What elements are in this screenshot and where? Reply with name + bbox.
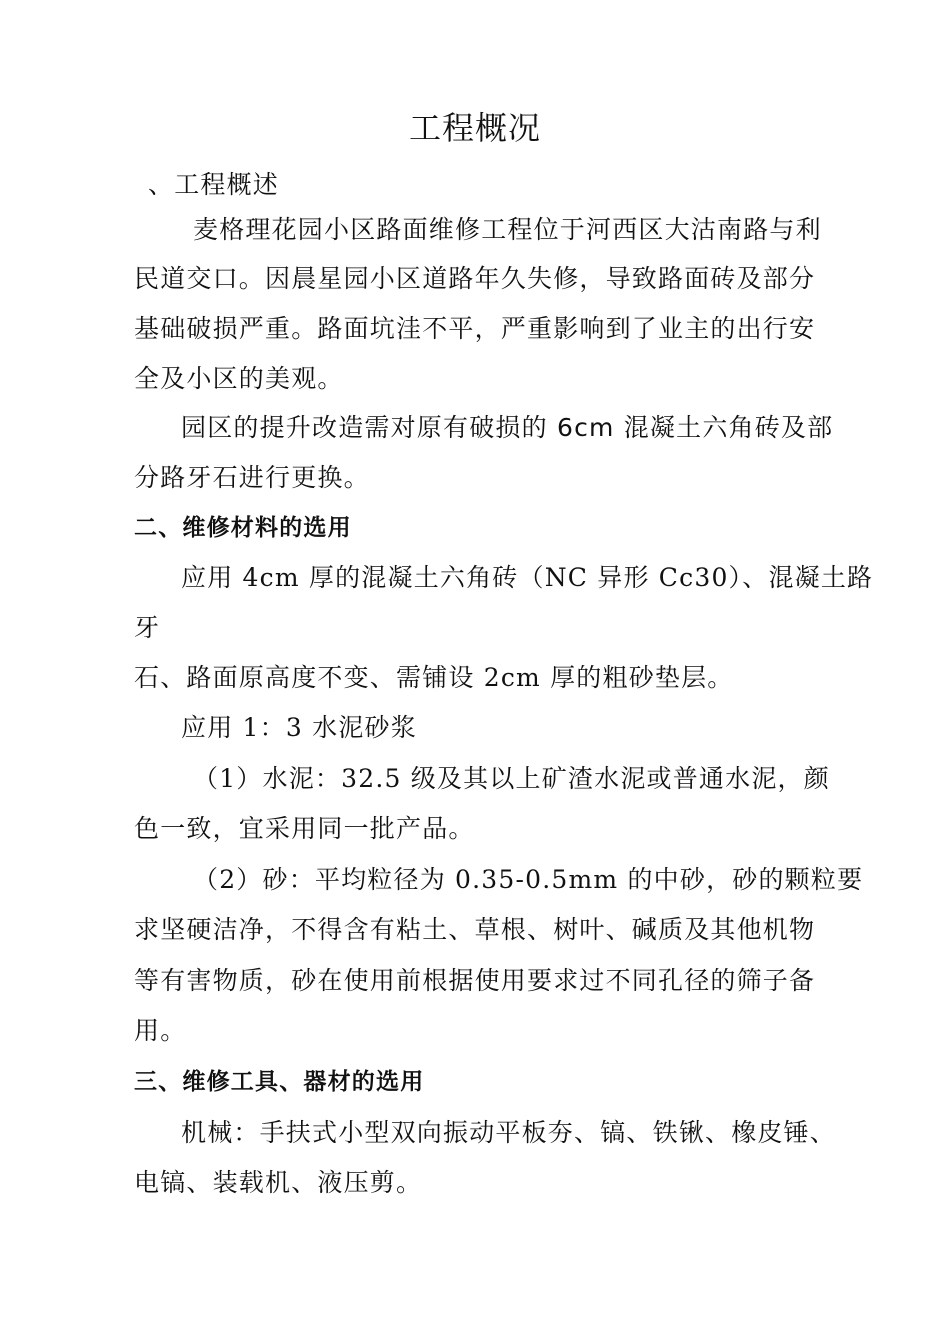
paragraph-text: 混凝土六角砖及部: [623, 413, 834, 442]
paragraph-line: 牙: [134, 613, 161, 642]
measurement-text: 6cm: [556, 413, 615, 442]
paragraph-line: 应用 1：3 水泥砂浆: [181, 713, 417, 742]
paragraph-line: 求坚硬洁净，不得含有粘土、草根、树叶、碱质及其他机物: [134, 915, 816, 944]
paragraph-line: （1）水泥：32.5 级及其以上矿渣水泥或普通水泥，颜: [193, 764, 830, 793]
paragraph-line: [181, 410, 833, 446]
paragraph-line: 等有害物质，砂在使用前根据使用要求过不同孔径的筛子备: [134, 966, 816, 995]
paragraph-line: 民道交口。因晨星园小区道路年久失修，导致路面砖及部分: [134, 264, 816, 293]
section-heading-overview: 、工程概述: [148, 170, 280, 199]
paragraph-line: 麦格理花园小区路面维修工程位于河西区大沽南路与利: [193, 215, 822, 244]
paragraph-line: 全及小区的美观。: [134, 364, 344, 393]
paragraph-line: 分路牙石进行更换。: [134, 463, 370, 492]
paragraph-line: 基础破损严重。路面坑洼不平，严重影响到了业主的出行安: [134, 314, 816, 343]
page-title: 工程概况: [408, 109, 541, 147]
paragraph-line: 电镐、装载机、液压剪。: [134, 1168, 423, 1197]
paragraph-line: （2）砂：平均粒径为 0.35-0.5mm 的中砂，砂的颗粒要: [193, 865, 864, 894]
section-heading-materials: 二、维修材料的选用: [134, 515, 352, 541]
paragraph-line: 色一致，宜采用同一批产品。: [134, 814, 475, 843]
section-heading-tools: 三、维修工具、器材的选用: [134, 1069, 425, 1095]
paragraph-text: 园区的提升改造需对原有破损的: [181, 413, 548, 442]
paragraph-line: 机械：手扶式小型双向振动平板夯、镐、铁锹、橡皮锤、: [181, 1118, 837, 1147]
paragraph-line: 用。: [134, 1016, 187, 1045]
paragraph-line: 石、路面原高度不变、需铺设 2cm 厚的粗砂垫层。: [134, 663, 734, 692]
paragraph-line: 应用 4cm 厚的混凝土六角砖（NC 异形 Cc30）、混凝土路: [181, 563, 874, 592]
